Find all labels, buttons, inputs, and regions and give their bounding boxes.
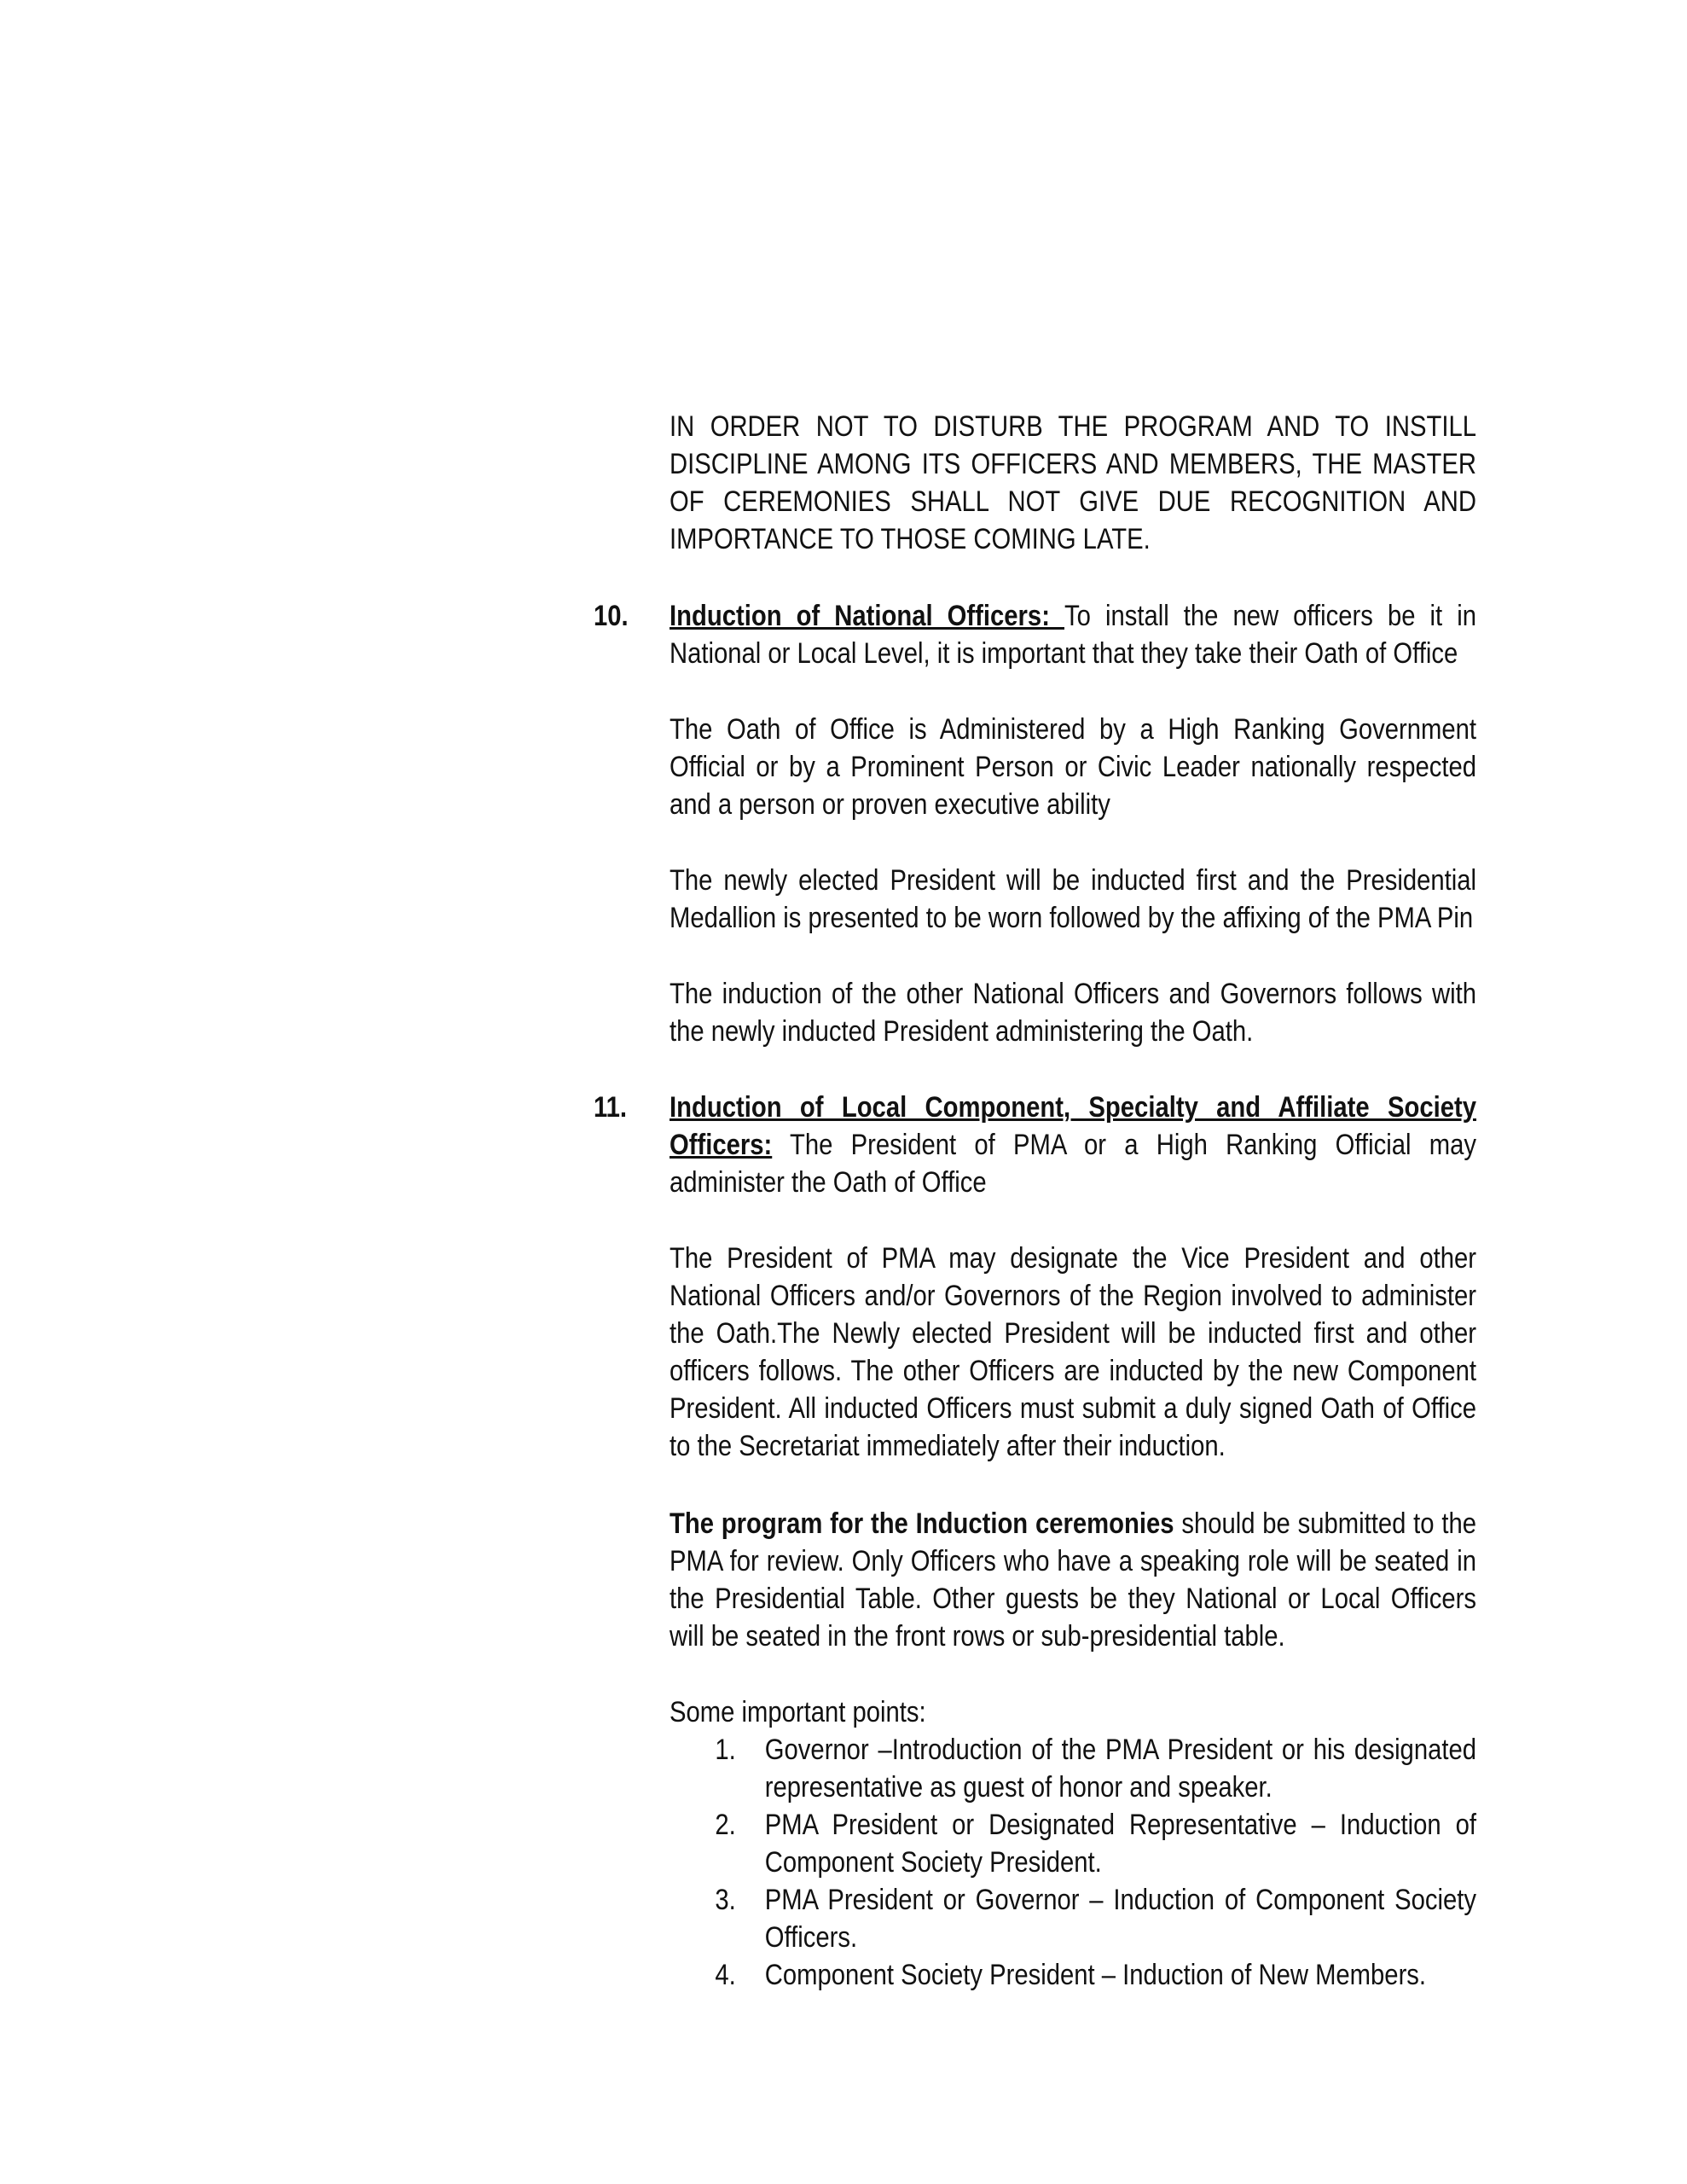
section-10-lead-paragraph: [670, 597, 1476, 672]
list-item-number: 3.: [715, 1884, 736, 1916]
list-item-text: Component Society President – Induction of New Members.: [764, 1959, 1427, 1991]
section-11-paragraph-1-text: The President of PMA may designate the Vice President and other National Officers and/or Governors of the Region involved to administer the Oath.The Newly elected President will be inducted first and other officers follows. The other Officers are inducted by the new Component President. All inducted Officers must submit a duly signed Oath of Office to the Secretariat immediately after their induction.: [670, 1242, 1476, 1462]
section-11-program-paragraph: [670, 1505, 1476, 1655]
intro-caps-text: IN ORDER NOT TO DISTURB THE PROGRAM AND TO INSTILL DISCIPLINE AMONG ITS OFFICERS AND MEMBERS, THE MASTER OF CEREMONIES SHALL NOT GIVE DUE RECOGNITION AND IMPORTANCE TO THOSE COMING LATE.: [670, 410, 1476, 555]
list-item-number: 4.: [715, 1959, 736, 1991]
section-10-paragraph-2: [670, 862, 1476, 937]
list-item-number: 1.: [715, 1734, 736, 1766]
points-label-block: [670, 1693, 1476, 1731]
list-item-text: PMA President or Governor – Induction of Component Society Officers.: [764, 1884, 1476, 1954]
intro-paragraph: [670, 408, 1476, 558]
list-item: [670, 1881, 1476, 1956]
section-11-lead-text: The President of PMA or a High Ranking Official may administer the Oath of Office: [670, 1129, 1476, 1199]
list-item: [670, 1731, 1476, 1806]
section-10-paragraph-1-text: The Oath of Office is Administered by a High Ranking Government Official or by a Prominent Person or Civic Leader nationally respected and a person or proven executive ability: [670, 713, 1476, 821]
list-item-text: PMA President or Designated Representative – Induction of Component Society President.: [764, 1809, 1476, 1879]
important-points-list: [670, 1731, 1476, 1994]
list-item-number: 2.: [715, 1809, 736, 1841]
section-11-number: 11.: [594, 1091, 628, 1124]
program-rest-text: should be submitted to the PMA for review. Only Officers who have a speaking role will be seated in the Presidential Table. Other guests be they National or Local Officers will be seated in the front rows or sub-presidential table.: [670, 1507, 1477, 1653]
section-11-heading: Induction of Local Component, Specialty and Affiliate Society Officers:: [670, 1091, 1476, 1161]
list-item: [670, 1806, 1476, 1881]
section-10-heading: Induction of National Officers:: [670, 600, 1065, 632]
section-10-number: 10.: [594, 600, 629, 632]
points-label: Some important points:: [670, 1696, 926, 1728]
section-10-paragraph-3-text: The induction of the other National Officers and Governors follows with the newly inducted President administering the Oath.: [670, 978, 1476, 1048]
section-11-paragraph-1: [670, 1240, 1476, 1465]
section-11-lead-paragraph: [670, 1089, 1476, 1201]
section-10-lead: [670, 597, 1476, 672]
section-10-lead-text: To install the new officers be it in National or Local Level, it is important that they take their Oath of Office: [670, 600, 1476, 670]
list-item-text: Governor –Introduction of the PMA President or his designated representative as guest of honor and speaker.: [764, 1734, 1476, 1804]
list-item: [670, 1956, 1476, 1994]
section-11-program-text: [670, 1505, 1476, 1655]
section-10-paragraph-3: [670, 975, 1476, 1050]
section-11-lead: [670, 1089, 1476, 1201]
section-10-paragraph-1: [670, 711, 1476, 823]
section-10-paragraph-2-text: The newly elected President will be inducted first and the Presidential Medallion is presented to be worn followed by the affixing of the PMA Pin: [670, 864, 1476, 934]
program-bold-phrase: The program for the Induction ceremonies: [670, 1507, 1174, 1540]
